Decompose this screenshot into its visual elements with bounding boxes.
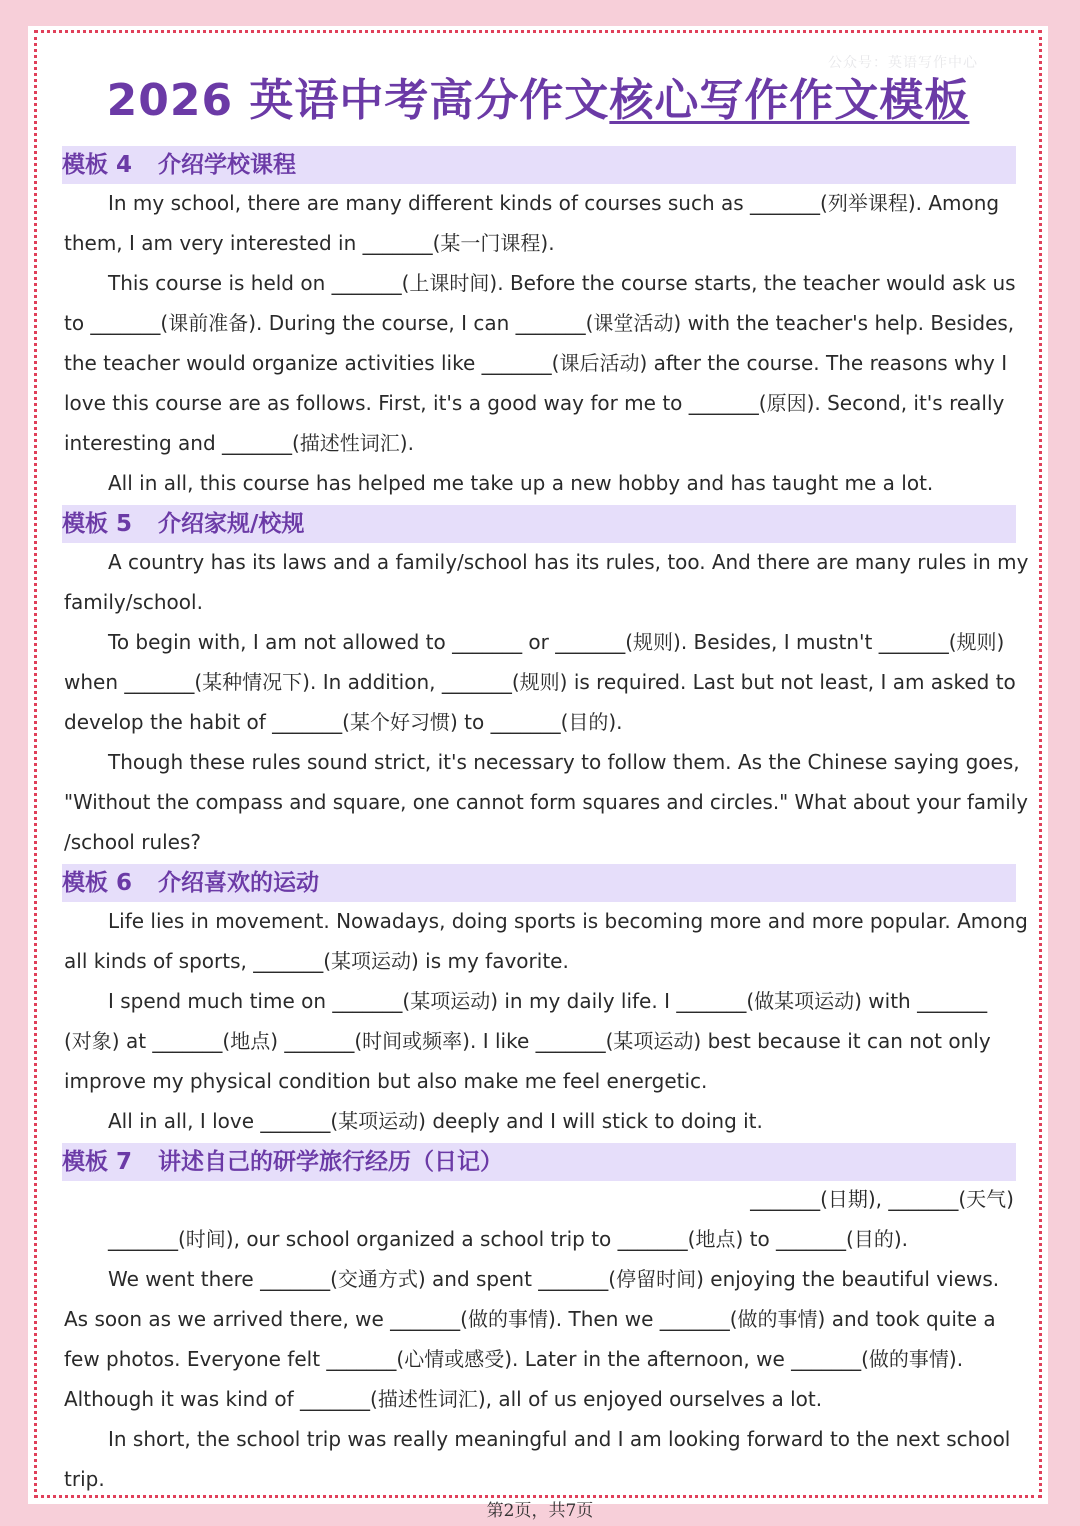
text-line: This course is held on _______(上课时间). Before the course starts, the teacher would ask us (108, 271, 1016, 295)
section-header (62, 864, 1016, 902)
text-line: "Without the compass and square, one cannot form squares and circles." What about your family (64, 790, 1028, 814)
section-heading: 介绍喜欢的运动 (158, 870, 320, 896)
text-line: In my school, there are many different kinds of courses such as _______(列举课程). Among (108, 191, 1000, 215)
text-line: We went there _______(交通方式) and spent _______(停留时间) enjoying the beautiful views. (108, 1267, 1000, 1291)
text-line: the teacher would organize activities like _______(课后活动) after the course. The reasons why I (64, 351, 1008, 375)
watermark: 公众号：英语写作中心 (828, 55, 978, 71)
text-line: To begin with, I am not allowed to _______ or _______(规则). Besides, I mustn't _______(规则) (108, 630, 1005, 654)
text-line: In short, the school trip was really meaningful and I am looking forward to the next school (108, 1427, 1011, 1451)
text-line: love this course are as follows. First, it's a good way for me to _______(原因). Second, it's really (64, 391, 1005, 415)
text-line: improve my physical condition but also make me feel energetic. (64, 1069, 708, 1093)
title-underlined: 核心写作作文模板 (609, 75, 970, 126)
text-line: interesting and _______(描述性词汇). (64, 431, 414, 455)
text-line: few photos. Everyone felt _______(心情或感受). Later in the afternoon, we _______(做的事情). (64, 1347, 964, 1371)
text-line: all kinds of sports, _______(某项运动) is my favorite. (64, 949, 569, 973)
page-number: 第2页，共7页 (486, 1501, 594, 1521)
text-line: As soon as we arrived there, we _______(做的事情). Then we _______(做的事情) and took quite a (64, 1307, 996, 1331)
text-line: /school rules? (64, 830, 202, 854)
text-line: them, I am very interested in _______(某一门课程). (64, 231, 555, 255)
section-number: 模板 5 (62, 511, 133, 537)
text-line: when _______(某种情况下). In addition, _______(规则) is required. Last but not least, I am asked to (64, 670, 1016, 694)
section-header (62, 1143, 1016, 1181)
title-plain: 2026 英语中考高分作文 (106, 75, 610, 126)
section-number: 模板 4 (62, 152, 133, 178)
text-line: I spend much time on _______(某项运动) in my daily life. I _______(做某项运动) with _______ (108, 989, 988, 1013)
page-title (28, 71, 1048, 131)
section-number: 模板 6 (62, 870, 133, 896)
text-line: Though these rules sound strict, it's necessary to follow them. As the Chinese saying goes, (108, 750, 1020, 774)
text-line: family/school. (64, 590, 203, 614)
section-number: 模板 7 (62, 1149, 133, 1175)
text-line: (对象) at _______(地点) _______(时间或频率). I like _______(某项运动) best because it can not only (64, 1029, 991, 1053)
text-line: Life lies in movement. Nowadays, doing sports is becoming more and more popular. Among (108, 909, 1028, 933)
text-line: Although it was kind of _______(描述性词汇), all of us enjoyed ourselves a lot. (64, 1387, 823, 1411)
section-heading: 介绍学校课程 (158, 152, 297, 178)
text-line: trip. (64, 1467, 105, 1491)
page-sheet (28, 26, 1048, 1504)
section-header (62, 146, 1016, 184)
text-line: to _______(课前准备). During the course, I can _______(课堂活动) with the teacher's help. Besides, (64, 311, 1015, 335)
text-line: All in all, I love _______(某项运动) deeply and I will stick to doing it. (108, 1109, 763, 1133)
section-heading: 讲述自己的研学旅行经历（日记） (158, 1149, 504, 1175)
text-line: A country has its laws and a family/school has its rules, too. And there are many rules in my (108, 550, 1029, 574)
text-line: develop the habit of _______(某个好习惯) to _______(目的). (64, 710, 623, 734)
section-heading: 介绍家规/校规 (158, 511, 305, 537)
section-header (62, 505, 1016, 543)
text-line: All in all, this course has helped me take up a new hobby and has taught me a lot. (108, 471, 934, 495)
text-line: _______(时间), our school organized a school trip to _______(地点) to _______(目的). (108, 1227, 908, 1251)
diary-date-line: _______(日期), _______(天气) (750, 1187, 1014, 1211)
